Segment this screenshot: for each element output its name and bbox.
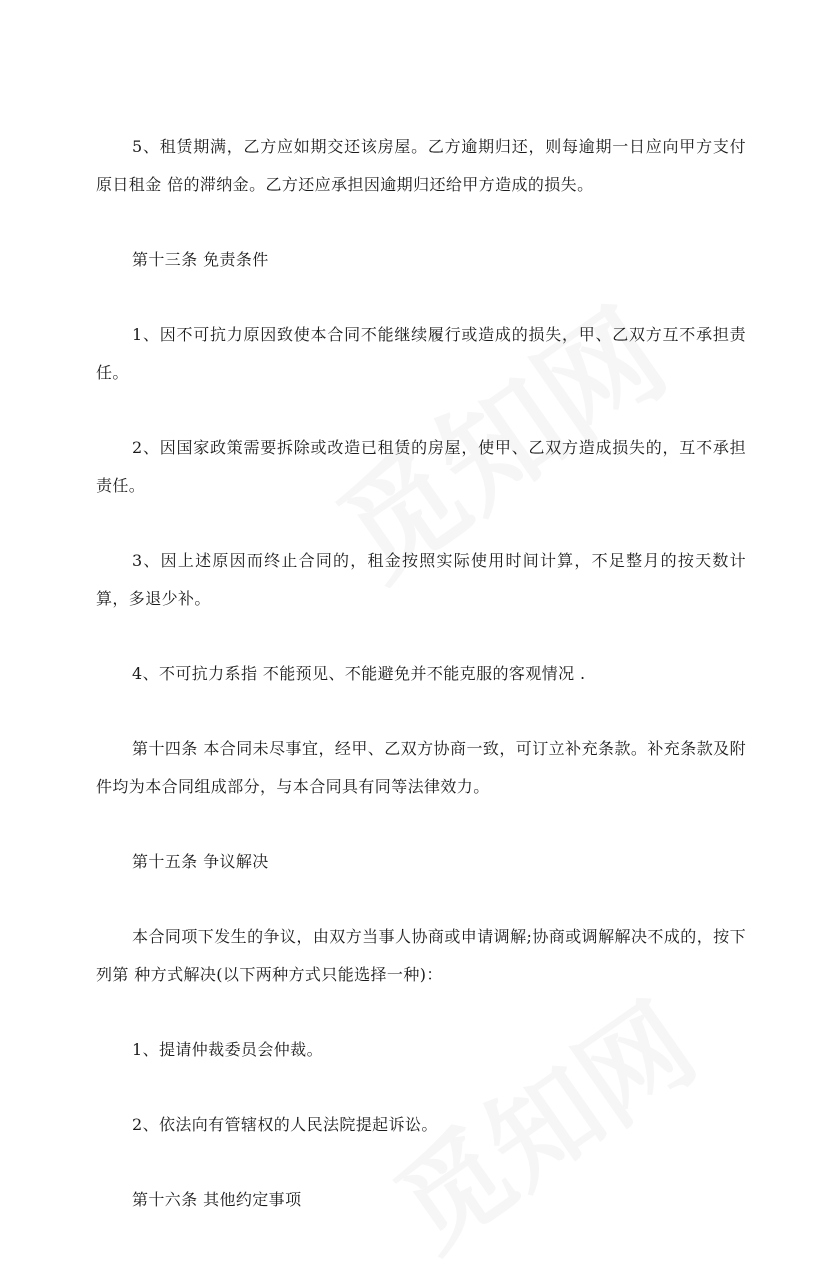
document-body <box>96 128 746 1256</box>
clause-13-3-paragraph: 3、因上述原因而终止合同的，租金按照实际使用时间计算，不足整月的按天数计算，多退少补。 <box>96 551 746 608</box>
clause-13-2-paragraph: 2、因国家政策需要拆除或改造已租赁的房屋，使甲、乙双方造成损失的，互不承担责任。 <box>96 438 746 495</box>
clause-13-4-paragraph: 4、不可抗力系指 不能预见、不能避免并不能克服的客观情况 . <box>132 664 586 683</box>
article-14-paragraph: 第十四条 本合同未尽事宜，经甲、乙双方协商一致，可订立补充条款。补充条款及附件均为本合同组成部分，与本合同具有同等法律效力。 <box>96 739 746 796</box>
article-13-heading: 第十三条 免责条件 <box>132 250 269 269</box>
clause-13-1-paragraph: 1、因不可抗力原因致使本合同不能继续履行或造成的损失，甲、乙双方互不承担责任。 <box>96 325 746 382</box>
clause-12-5-paragraph: 5、租赁期满，乙方应如期交还该房屋。乙方逾期归还，则每逾期一日应向甲方支付原日租金 倍的滞纳金。乙方还应承担因逾期归还给甲方造成的损失。 <box>96 137 746 194</box>
clause-15-2-paragraph: 2、依法向有管辖权的人民法院提起诉讼。 <box>132 1115 438 1134</box>
clause-15-1-paragraph: 1、提请仲裁委员会仲裁。 <box>132 1040 323 1059</box>
article-16-heading: 第十六条 其他约定事项 <box>132 1190 302 1209</box>
article-15-body-paragraph: 本合同项下发生的争议，由双方当事人协商或申请调解;协商或调解解决不成的，按下列第 种方式解决(以下两种方式只能选择一种)： <box>96 927 746 984</box>
article-15-heading: 第十五条 争议解决 <box>132 852 269 871</box>
